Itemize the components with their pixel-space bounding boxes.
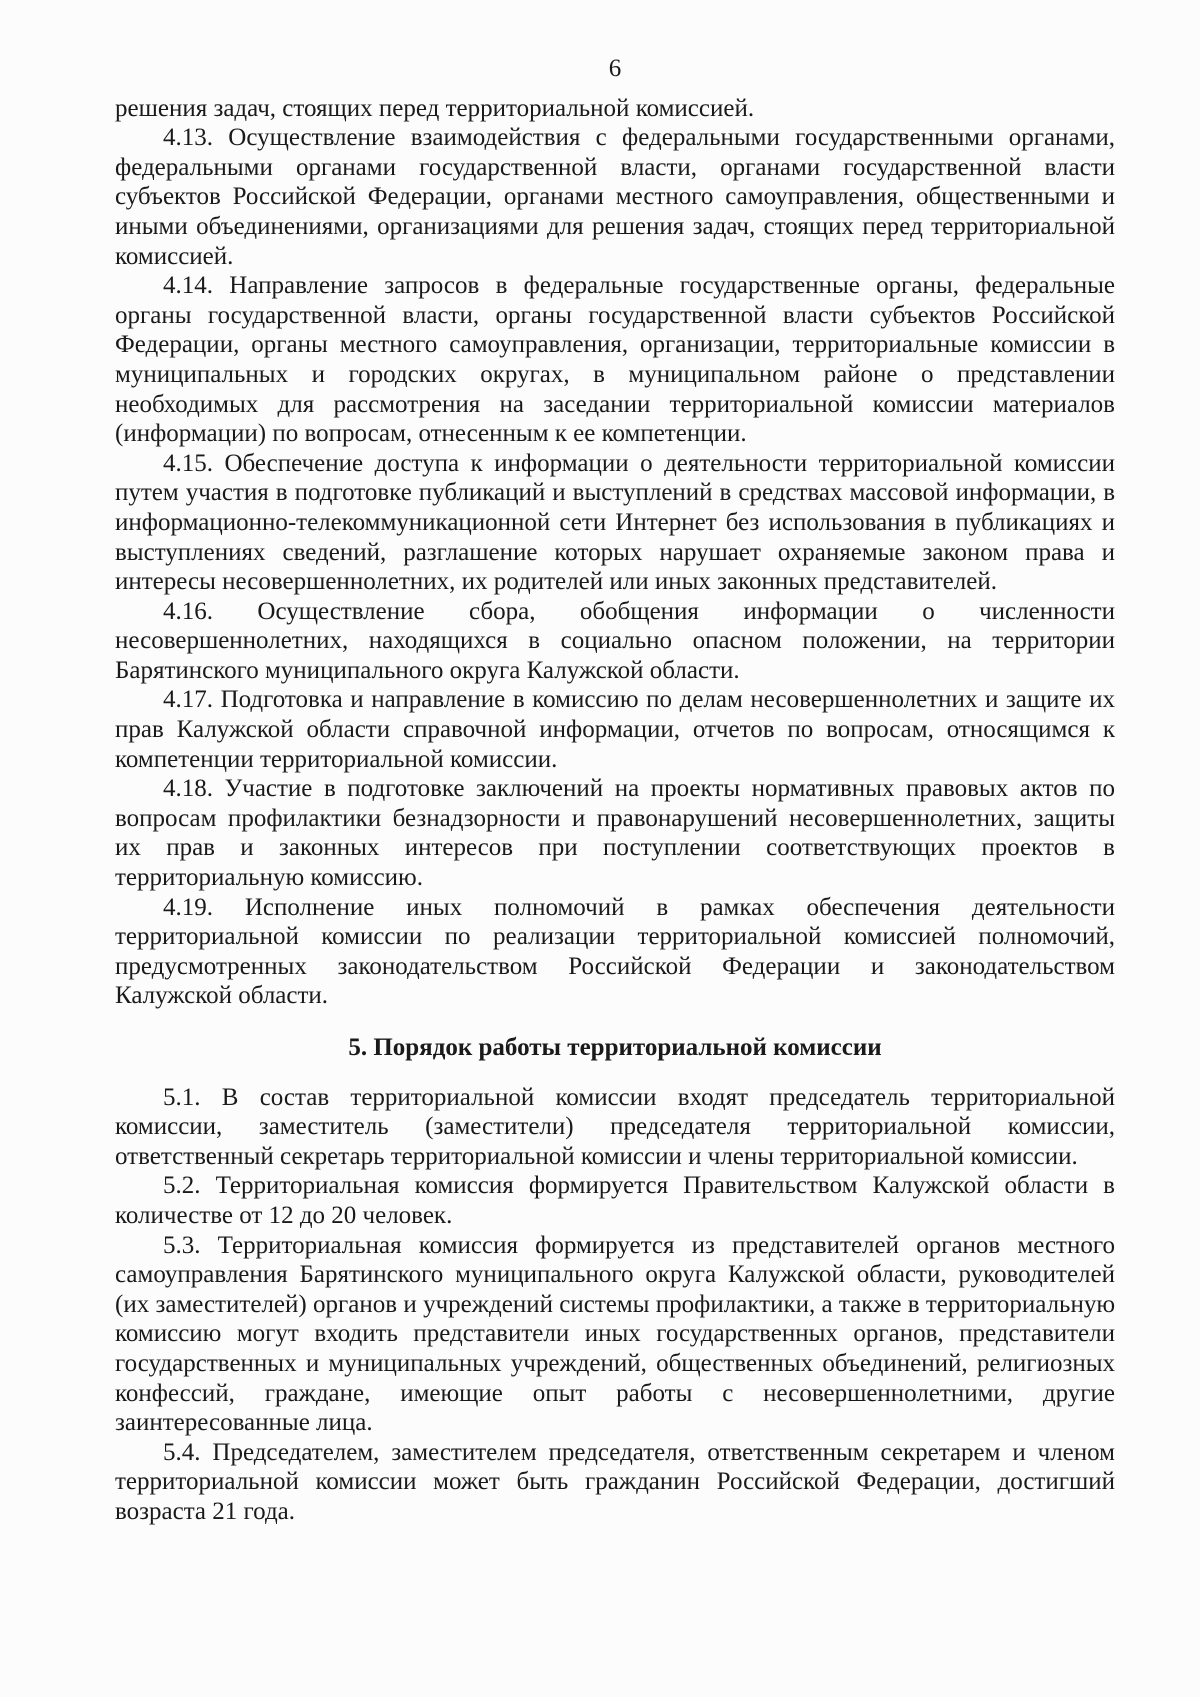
- page-number: 6: [608, 55, 622, 82]
- clause-5-4: 5.4. Председателем, заместителем председателя, ответственным секретарем и членом территориальной комиссии может быть гражданин Российской Федерации, достигший возраста 21 года.: [115, 1438, 1115, 1525]
- clause-4-17: 4.17. Подготовка и направление в комиссию по делам несовершеннолетних и защите их прав Калужской области справочной информации, отчетов по вопросам, относящимся к компетенции территориальной комиссии.: [115, 686, 1115, 773]
- continuation-paragraph: решения задач, стоящих перед территориальной комиссией.: [115, 94, 755, 122]
- clause-4-13: 4.13. Осуществление взаимодействия с федеральными государственными органами, федеральными органами государственной власти, органами государственной власти субъектов Российской Федерации, органами местного самоуправления, общественными и иными объединениями, организациями для решения задач, стоящих перед территориальной комиссией.: [115, 124, 1115, 270]
- section-5-heading: 5. Порядок работы территориальной комиссии: [348, 1034, 882, 1061]
- clause-4-16: 4.16. Осуществление сбора, обобщения информации о численности несовершеннолетних, находящихся в социально опасном положении, на территории Барятинского муниципального округа Калужской области.: [115, 597, 1115, 684]
- clause-4-15: 4.15. Обеспечение доступа к информации о деятельности территориальной комиссии путем участия в подготовке публикаций и выступлений в средствах массовой информации, в информационно-телекоммуникационной сети Интернет без использования в публикациях и выступлениях сведений, разглашение которых нарушает охраняемые законом права и интересы несовершеннолетних, их родителей или иных законных представителей.: [115, 449, 1115, 596]
- clause-4-14: 4.14. Направление запросов в федеральные государственные органы, федеральные органы государственной власти, органы государственной власти субъектов Российской Федерации, органы местного самоуправления, организации, территориальные комиссии в муниципальных и городских округах, в муниципальном районе о представлении необходимых для рассмотрения на заседании территориальной комиссии материалов (информации) по вопросам, отнесенным к ее компетенции.: [115, 272, 1115, 448]
- document-body: [115, 94, 1115, 1527]
- clause-4-18: 4.18. Участие в подготовке заключений на проекты нормативных правовых актов по вопросам профилактики безнадзорности и правонарушений несовершеннолетних, защиты их прав и законных интересов при поступлении соответствующих проектов в территориальную комиссию.: [115, 775, 1115, 892]
- clause-5-3: 5.3. Территориальная комиссия формируется из представителей органов местного самоуправления Барятинского муниципального округа Калужской области, руководителей (их заместителей) органов и учреждений системы профилактики, а также в территориальную комиссию могут входить представители иных государственных органов, представители государственных и муниципальных учреждений, общественных объединений, религиозных конфессий, граждане, имеющие опыт работы с несовершеннолетними, другие заинтересованные лица.: [115, 1231, 1115, 1437]
- clause-5-2: 5.2. Территориальная комиссия формируется Правительством Калужской области в количестве от 12 до 20 человек.: [115, 1172, 1115, 1229]
- clause-5-1: 5.1. В состав территориальной комиссии входят председатель территориальной комиссии, заместитель (заместители) председателя территориальной комиссии, ответственный секретарь территориальной комиссии и члены территориальной комиссии.: [115, 1083, 1115, 1170]
- clause-4-19: 4.19. Исполнение иных полномочий в рамках обеспечения деятельности территориальной комиссии по реализации территориальной комиссией полномочий, предусмотренных законодательством Российской Федерации и законодательством Калужской области.: [115, 893, 1115, 1010]
